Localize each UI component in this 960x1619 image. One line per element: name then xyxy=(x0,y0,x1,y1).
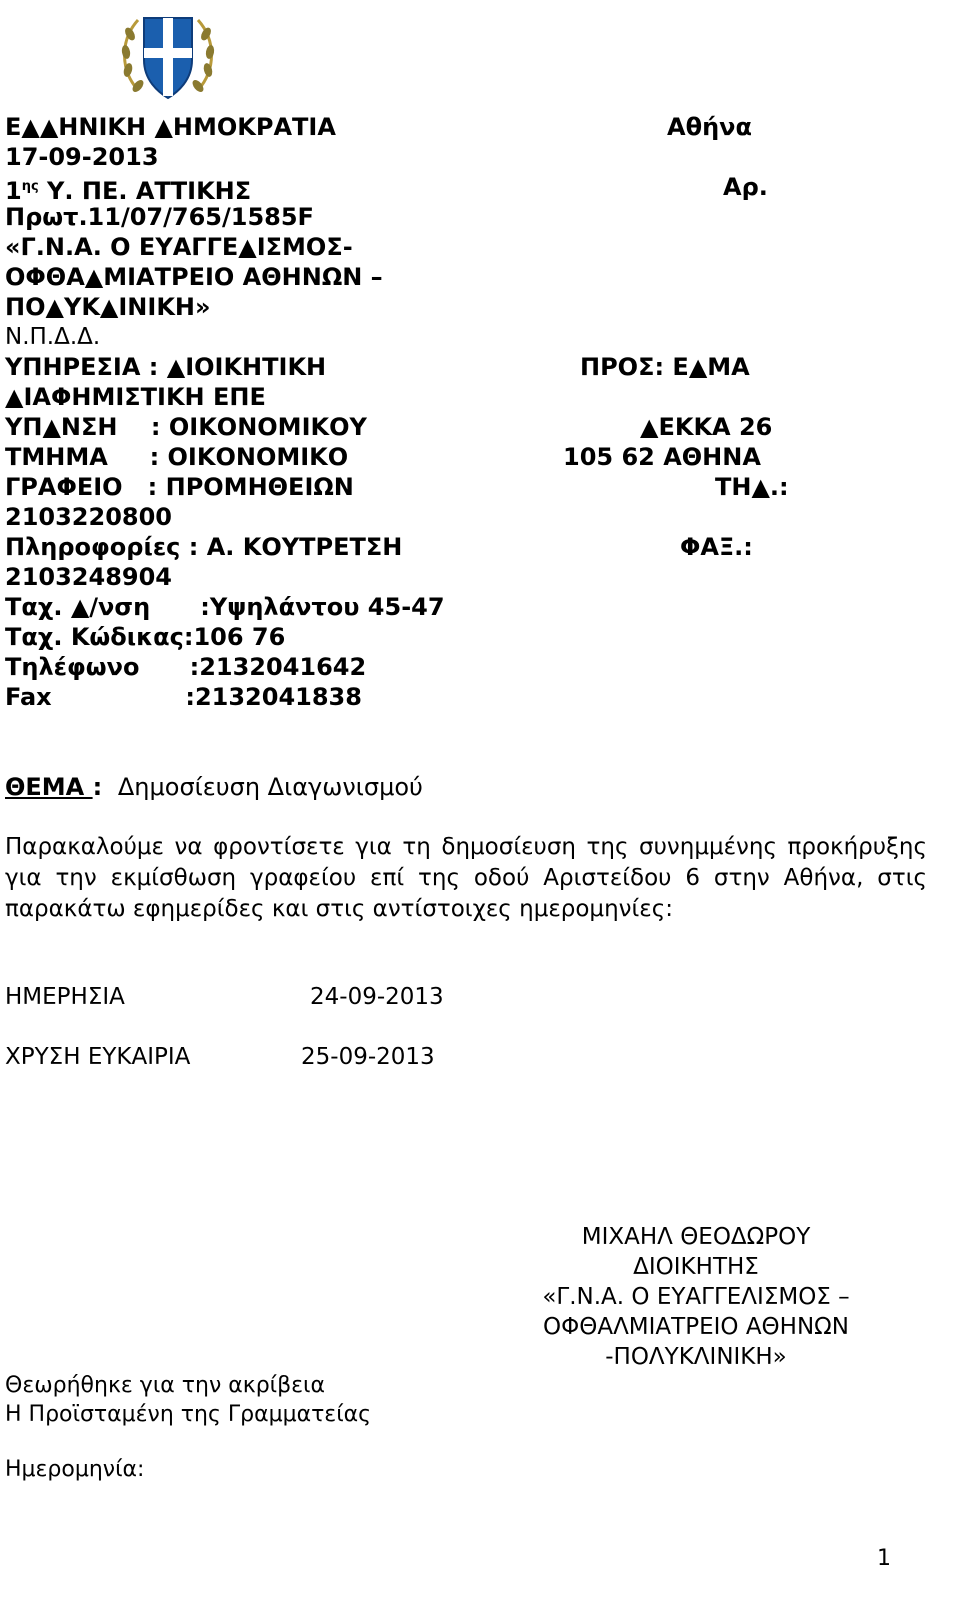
recipient-fax: ΦΑΞ.: xyxy=(680,533,753,561)
header-date: 17-09-2013 xyxy=(5,143,159,171)
recipient: ΠΡΟΣ: Ε▲ΜΑ xyxy=(580,353,750,381)
recipient-postal: 105 62 ΑΘΗΝΑ xyxy=(563,443,761,471)
header-line: ΠΟ▲ΥΚ▲ΙΝΙΚΗ» xyxy=(5,293,211,321)
header-city: Αθήνα xyxy=(667,113,752,141)
header-line: Πληροφορίες : Α. ΚΟΥΤΡΕΤΣΗ xyxy=(5,533,403,561)
header-line: «Γ.Ν.Α. Ο ΕΥΑΓΓΕ▲ΙΣΜΟΣ- xyxy=(5,233,353,261)
header-line: ΤΜΗΜΑ : ΟΙΚΟΝΟΜΙΚΟ xyxy=(5,443,349,471)
signatory-name: ΜΙΧΑΗΛ ΘΕΟΔΩΡΟΥ xyxy=(581,1224,811,1250)
subject-line xyxy=(5,772,423,802)
header-line: Ταχ. ▲/νση :Υψηλάντου 45-47 xyxy=(5,593,445,621)
signatory-org: «Γ.Ν.Α. Ο ΕΥΑΓΓΕΛΙΣΜΟΣ – xyxy=(542,1284,850,1310)
subject-label: ΘΕΜΑ xyxy=(5,773,93,801)
header-ar: Αρ. xyxy=(723,173,768,201)
header-line: ▲ΙΑΦΗΜΙΣΤΙΚΗ ΕΠΕ xyxy=(5,383,266,411)
newspaper-name: ΧΡΥΣΗ ΕΥΚΑΙΡΙΑ xyxy=(5,1044,191,1070)
subject-text: Δημοσίευση Διαγωνισμού xyxy=(117,773,423,801)
signatory-org: -ΠΟΛΥΚΛΙΝΙΚΗ» xyxy=(605,1344,787,1370)
header-line: Fax :2132041838 xyxy=(5,683,362,711)
recipient-street: ▲ΕΚΚΑ 26 xyxy=(640,413,773,441)
date-label: Ημερομηνία: xyxy=(5,1457,145,1482)
header-line: 2103220800 xyxy=(5,503,172,531)
greek-coat-of-arms-icon xyxy=(116,4,220,108)
newspaper-name: ΗΜΕΡΗΣΙΑ xyxy=(5,984,125,1010)
header-line: Ταχ. Κώδικας:106 76 xyxy=(5,623,286,651)
page-number: 1 xyxy=(877,1546,891,1571)
recipient-tel: ΤΗ▲.: xyxy=(715,473,789,501)
header-line: ΥΠΗΡΕΣΙΑ : ▲ΙΟΙΚΗΤΙΚΗ xyxy=(5,353,327,381)
body-paragraph: Παρακαλούμε να φροντίσετε για τη δημοσίευση της συνημμένης προκήρυξης για την εκμίσθωση γραφείου επί της οδού Αριστείδου 6 στην Αθήνα, στις παρακάτω εφημερίδες και στις αντίστοιχες ημερομηνίες: xyxy=(5,834,927,922)
header-line: ΟΦΘΑ▲ΜΙΑΤΡΕΙΟ ΑΘΗΝΩΝ – xyxy=(5,263,383,291)
header-line: ΓΡΑΦΕΙΟ : ΠΡΟΜΗΘΕΙΩΝ xyxy=(5,473,354,501)
verification-line: Θεωρήθηκε για την ακρίβεια xyxy=(5,1373,325,1398)
header-line: Ν.Π.Δ.Δ. xyxy=(5,324,101,350)
header-protocol: Πρωτ.11/07/765/1585F xyxy=(5,203,314,231)
signatory-org: ΟΦΘΑΛΜΙΑΤΡΕΙΟ ΑΘΗΝΩΝ xyxy=(543,1314,849,1340)
header-line: ΥΠ▲ΝΣΗ : ΟΙΚΟΝΟΜΙΚΟΥ xyxy=(5,413,367,441)
header-line: 2103248904 xyxy=(5,563,172,591)
header-line: $1^{\eta\varsigma}$ Υ. ΠΕ. ΑΤΤΙΚΗΣ xyxy=(5,177,252,205)
header-line: Ε▲▲ΗΝΙΚΗ ▲ΗΜΟΚΡΑΤΙΑ xyxy=(5,113,336,141)
verification-line: Η Προϊσταμένη της Γραμματείας xyxy=(5,1402,372,1427)
header-line: Τηλέφωνο :2132041642 xyxy=(5,653,367,681)
newspaper-date: 24-09-2013 xyxy=(310,984,444,1010)
subject-colon: : xyxy=(92,773,103,801)
newspaper-date: 25-09-2013 xyxy=(301,1044,435,1070)
signatory-title: ΔΙΟΙΚΗΤΗΣ xyxy=(633,1254,759,1280)
